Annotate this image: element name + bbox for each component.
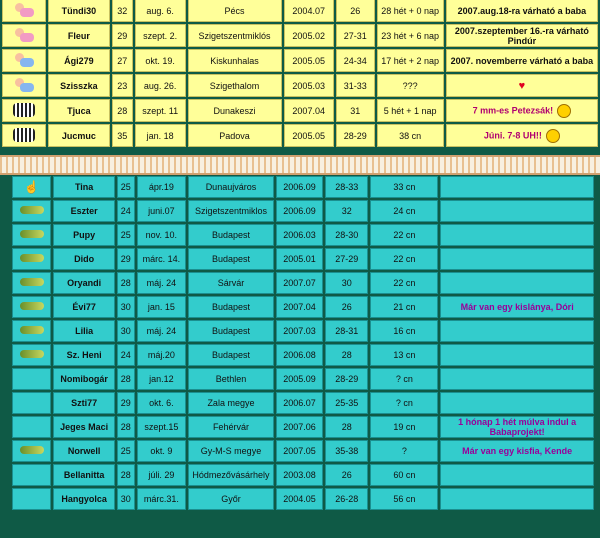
member-age: 30 [117, 296, 135, 318]
member-row [12, 344, 594, 366]
member-city: Hódmezővásárhely [188, 464, 274, 486]
member-city: Szigetszentmiklós [188, 24, 282, 47]
zebra-icon [13, 128, 35, 142]
member-week: ? [370, 440, 438, 462]
member-name: Tündi30 [48, 0, 110, 22]
member-age: 35 [112, 124, 133, 147]
member-city: Kiskunhalas [188, 49, 282, 72]
member-city: Budapest [188, 320, 274, 342]
member-since: 2006.03 [276, 224, 323, 246]
fence-divider [0, 155, 600, 175]
member-cycle: 27-29 [325, 248, 368, 270]
worm-icon [20, 230, 44, 238]
member-cycle: 35-38 [325, 440, 368, 462]
member-icon-cell [12, 200, 51, 222]
trying-members-table [10, 174, 596, 512]
member-note [440, 464, 594, 486]
member-week: ? cn [370, 392, 438, 414]
member-age: 25 [117, 224, 135, 246]
member-cycle: 30 [325, 272, 368, 294]
member-icon-cell [12, 488, 51, 510]
member-week: 28 hét + 0 nap [377, 0, 444, 22]
member-note: 2007. novemberre várható a baba [446, 49, 598, 72]
member-cycle: 27-31 [336, 24, 375, 47]
member-icon-cell [2, 99, 46, 122]
member-row [2, 0, 598, 22]
member-row [12, 392, 594, 414]
baby-pink-icon [14, 2, 34, 18]
member-since: 2006.07 [276, 392, 323, 414]
member-name: Oryandi [53, 272, 114, 294]
member-cycle: 31 [336, 99, 375, 122]
member-age: 30 [117, 320, 135, 342]
member-age: 28 [117, 272, 135, 294]
member-since: 2007.04 [284, 99, 334, 122]
member-city: Pécs [188, 0, 282, 22]
member-age: 27 [112, 49, 133, 72]
member-birthday: máj. 24 [137, 272, 187, 294]
hand-icon: ☝ [24, 180, 40, 194]
member-since: 2005.09 [276, 368, 323, 390]
member-note [440, 224, 594, 246]
member-name: Tjuca [48, 99, 110, 122]
member-row [12, 416, 594, 438]
baby-blue-icon [14, 52, 34, 68]
member-note: 2007.aug.18-ra várható a baba [446, 0, 598, 22]
member-week: 23 hét + 6 nap [377, 24, 444, 47]
member-week: 60 cn [370, 464, 438, 486]
member-note [440, 200, 594, 222]
member-birthday: okt. 9 [137, 440, 187, 462]
member-age: 28 [112, 99, 133, 122]
heart-icon: ♥ [518, 79, 526, 92]
member-name: Évi77 [53, 296, 114, 318]
member-since: 2005.02 [284, 24, 334, 47]
member-age: 28 [117, 368, 135, 390]
member-row [12, 320, 594, 342]
member-city: Fehérvár [188, 416, 274, 438]
member-note [440, 248, 594, 270]
zebra-icon [13, 103, 35, 117]
member-name: Fleur [48, 24, 110, 47]
member-name: Bellanitta [53, 464, 114, 486]
member-age: 32 [112, 0, 133, 22]
member-cycle: 28 [325, 344, 368, 366]
member-birthday: márc. 14. [137, 248, 187, 270]
member-age: 25 [117, 176, 135, 198]
member-icon-cell [2, 124, 46, 147]
member-since: 2007.07 [276, 272, 323, 294]
member-since: 2004.05 [276, 488, 323, 510]
member-row [2, 49, 598, 72]
member-name: Tina [53, 176, 114, 198]
member-note [440, 368, 594, 390]
member-since: 2006.08 [276, 344, 323, 366]
member-cycle: 26 [325, 296, 368, 318]
member-age: 29 [112, 24, 133, 47]
member-city: Budapest [188, 224, 274, 246]
member-note [446, 74, 598, 97]
member-birthday: márc.31. [137, 488, 187, 510]
member-note [440, 272, 594, 294]
member-age: 24 [117, 200, 135, 222]
member-row [12, 440, 594, 462]
member-note [440, 176, 594, 198]
smiley-icon [557, 104, 571, 118]
member-name: Pupy [53, 224, 114, 246]
worm-icon [20, 446, 44, 454]
pregnant-members-table [0, 0, 600, 149]
member-birthday: máj.20 [137, 344, 187, 366]
member-city: Dunakeszi [188, 99, 282, 122]
baby-blue-icon [14, 77, 34, 93]
member-since: 2006.09 [276, 176, 323, 198]
member-row [2, 124, 598, 147]
member-age: 30 [117, 488, 135, 510]
member-week: 21 cn [370, 296, 438, 318]
member-icon-cell [12, 224, 51, 246]
member-birthday: jan. 15 [137, 296, 187, 318]
member-row [12, 224, 594, 246]
member-city: Bethlen [188, 368, 274, 390]
member-icon-cell [12, 368, 51, 390]
member-icon-cell [12, 440, 51, 462]
member-note: Már van egy kisfia, Kende [440, 440, 594, 462]
member-icon-cell [2, 24, 46, 47]
member-week: ??? [377, 74, 444, 97]
member-birthday: aug. 6. [135, 0, 186, 22]
member-note: Már van egy kislánya, Dóri [440, 296, 594, 318]
member-icon-cell [12, 344, 51, 366]
member-age: 29 [117, 392, 135, 414]
worm-icon [20, 254, 44, 262]
member-city: Szigetszentmiklos [188, 200, 274, 222]
member-since: 2007.05 [276, 440, 323, 462]
member-age: 28 [117, 464, 135, 486]
worm-icon [20, 350, 44, 358]
member-name: Jeges Maci [53, 416, 114, 438]
member-city: Győr [188, 488, 274, 510]
member-name: Ági279 [48, 49, 110, 72]
member-since: 2004.07 [284, 0, 334, 22]
member-birthday: nov. 10. [137, 224, 187, 246]
member-icon-cell [12, 416, 51, 438]
member-city: Sárvár [188, 272, 274, 294]
member-since: 2007.06 [276, 416, 323, 438]
member-name: Szisszka [48, 74, 110, 97]
member-age: 24 [117, 344, 135, 366]
member-birthday: szept.15 [137, 416, 187, 438]
member-week: 38 cn [377, 124, 444, 147]
member-city: Budapest [188, 344, 274, 366]
member-city: Budapest [188, 248, 274, 270]
member-week: 5 hét + 1 nap [377, 99, 444, 122]
member-icon-cell [12, 320, 51, 342]
member-name: Lilia [53, 320, 114, 342]
member-since: 2006.09 [276, 200, 323, 222]
member-birthday: juni.07 [137, 200, 187, 222]
member-row [2, 74, 598, 97]
member-name: Eszter [53, 200, 114, 222]
member-week: 22 cn [370, 224, 438, 246]
member-row [12, 464, 594, 486]
member-icon-cell [12, 464, 51, 486]
worm-icon [20, 278, 44, 286]
worm-icon [20, 302, 44, 310]
member-icon-cell [12, 248, 51, 270]
member-icon-cell [2, 49, 46, 72]
member-week: 19 cn [370, 416, 438, 438]
member-since: 2005.03 [284, 74, 334, 97]
member-since: 2003.08 [276, 464, 323, 486]
member-city: Padova [188, 124, 282, 147]
member-city: Szigethalom [188, 74, 282, 97]
worm-icon [20, 206, 44, 214]
member-name: Sz. Heni [53, 344, 114, 366]
member-row [12, 272, 594, 294]
member-note: 2007.szeptember 16.-ra várható Pindúr [446, 24, 598, 47]
baby-pink-icon [14, 27, 34, 43]
smiley-icon [546, 129, 560, 143]
member-name: Szti77 [53, 392, 114, 414]
member-week: 56 cn [370, 488, 438, 510]
member-cycle: 24-34 [336, 49, 375, 72]
member-cycle: 26 [325, 464, 368, 486]
member-row [12, 488, 594, 510]
member-age: 25 [117, 440, 135, 462]
member-note [440, 488, 594, 510]
member-birthday: okt. 19. [135, 49, 186, 72]
member-since: 2007.03 [276, 320, 323, 342]
member-cycle: 28-29 [325, 368, 368, 390]
member-icon-cell [2, 74, 46, 97]
member-cycle: 25-35 [325, 392, 368, 414]
member-city: Budapest [188, 296, 274, 318]
member-birthday: aug. 26. [135, 74, 186, 97]
member-name: Norwell [53, 440, 114, 462]
member-row [12, 368, 594, 390]
member-cycle: 28-30 [325, 224, 368, 246]
member-week: 13 cn [370, 344, 438, 366]
member-note: 7 mm-es Petezsák! [446, 99, 598, 122]
member-note: 1 hónap 1 hét múlva indul a Babaprojekt! [440, 416, 594, 438]
member-icon-cell [2, 0, 46, 22]
member-city: Gy-M-S megye [188, 440, 274, 462]
member-row [12, 176, 594, 198]
member-cycle: 28-33 [325, 176, 368, 198]
member-row [12, 200, 594, 222]
member-birthday: máj. 24 [137, 320, 187, 342]
worm-icon [20, 326, 44, 334]
member-age: 28 [117, 416, 135, 438]
member-row [12, 248, 594, 270]
member-week: 17 hét + 2 nap [377, 49, 444, 72]
member-city: Dunaujváros [188, 176, 274, 198]
member-since: 2005.05 [284, 124, 334, 147]
member-cycle: 26-28 [325, 488, 368, 510]
member-birthday: szept. 2. [135, 24, 186, 47]
member-icon-cell [12, 392, 51, 414]
member-since: 2005.01 [276, 248, 323, 270]
member-note [440, 392, 594, 414]
member-birthday: szept. 11 [135, 99, 186, 122]
member-since: 2005.05 [284, 49, 334, 72]
member-cycle: 31-33 [336, 74, 375, 97]
member-week: 22 cn [370, 272, 438, 294]
member-row [12, 296, 594, 318]
member-cycle: 28-31 [325, 320, 368, 342]
member-week: 16 cn [370, 320, 438, 342]
member-icon-cell [12, 272, 51, 294]
member-cycle: 32 [325, 200, 368, 222]
member-cycle: 28 [325, 416, 368, 438]
member-birthday: okt. 6. [137, 392, 187, 414]
member-age: 29 [117, 248, 135, 270]
member-week: 22 cn [370, 248, 438, 270]
member-week: 24 cn [370, 200, 438, 222]
member-birthday: ápr.19 [137, 176, 187, 198]
member-week: 33 cn [370, 176, 438, 198]
member-note: Júni. 7-8 UH!! [446, 124, 598, 147]
member-name: Jucmuc [48, 124, 110, 147]
member-note [440, 320, 594, 342]
member-name: Dido [53, 248, 114, 270]
member-age: 23 [112, 74, 133, 97]
member-birthday: jan.12 [137, 368, 187, 390]
member-icon-cell [12, 296, 51, 318]
member-cycle: 26 [336, 0, 375, 22]
member-cycle: 28-29 [336, 124, 375, 147]
member-row [2, 99, 598, 122]
member-name: Hangyolca [53, 488, 114, 510]
member-week: ? cn [370, 368, 438, 390]
member-birthday: jan. 18 [135, 124, 186, 147]
member-icon-cell [12, 176, 51, 198]
member-note [440, 344, 594, 366]
member-name: Nomibogár [53, 368, 114, 390]
member-city: Zala megye [188, 392, 274, 414]
member-birthday: júli. 29 [137, 464, 187, 486]
member-row [2, 24, 598, 47]
member-since: 2007.04 [276, 296, 323, 318]
